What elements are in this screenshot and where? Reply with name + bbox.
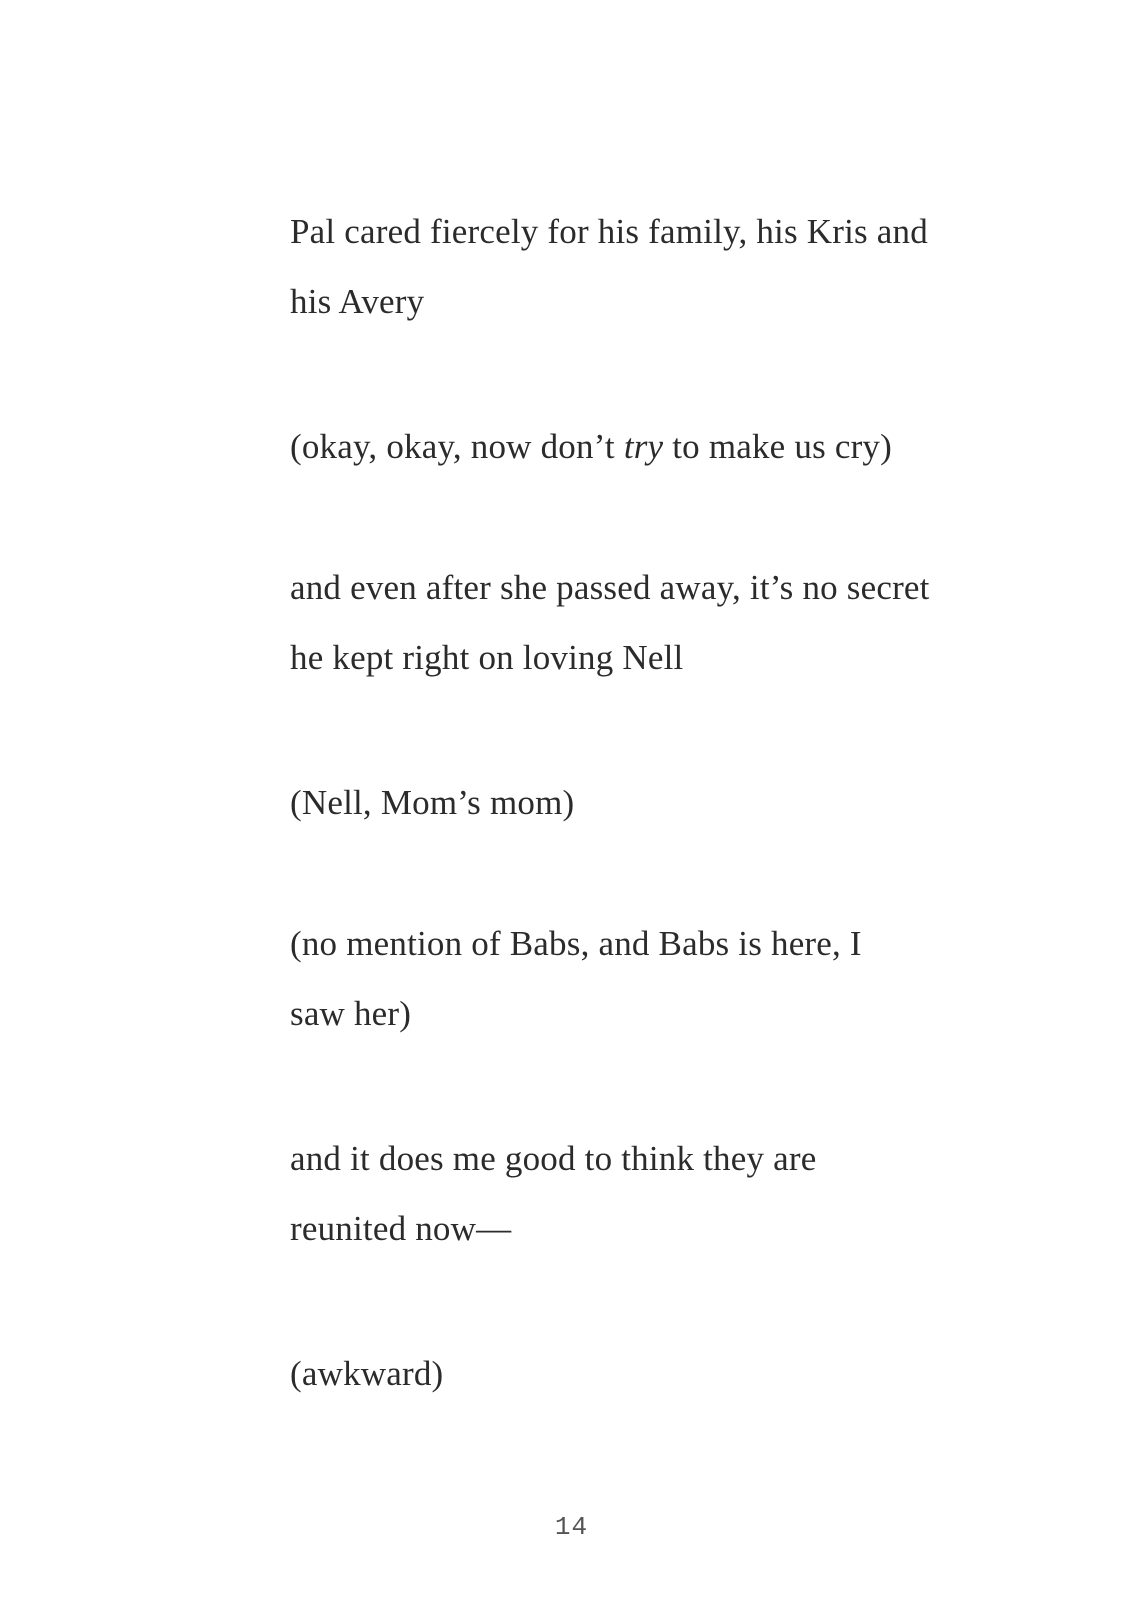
stanza-3 [290,553,990,693]
stanza-4 [290,768,990,838]
stanza-3-line-1: and even after she passed away, it’s no secret [290,568,930,607]
stanza-5-line-2: saw her) [290,994,412,1033]
stanza-7 [290,1339,990,1409]
stanza-6 [290,1124,990,1264]
stanza-6-line-1: and it does me good to think they are [290,1139,817,1178]
stanza-6-line-2: reunited now— [290,1209,512,1248]
stanza-2-text-after: to make us cry) [663,427,892,466]
stanza-2-text-before: (okay, okay, now don’t [290,427,624,466]
stanza-7-line-1: (awkward) [290,1354,444,1393]
stanza-1-line-1: Pal cared fiercely for his family, his Kris and [290,212,928,251]
stanza-3-line-2: he kept right on loving Nell [290,638,684,677]
page-number: 14 [554,1512,589,1542]
stanza-5-line-1: (no mention of Babs, and Babs is here, I [290,924,862,963]
stanza-5 [290,909,990,1049]
stanza-1 [290,197,990,337]
stanza-2-emphasis: try [623,427,664,466]
stanza-1-line-2: his Avery [290,282,425,321]
stanza-2 [290,412,990,482]
stanza-2-line-1 [290,412,990,482]
stanza-4-line-1: (Nell, Mom’s mom) [290,783,575,822]
